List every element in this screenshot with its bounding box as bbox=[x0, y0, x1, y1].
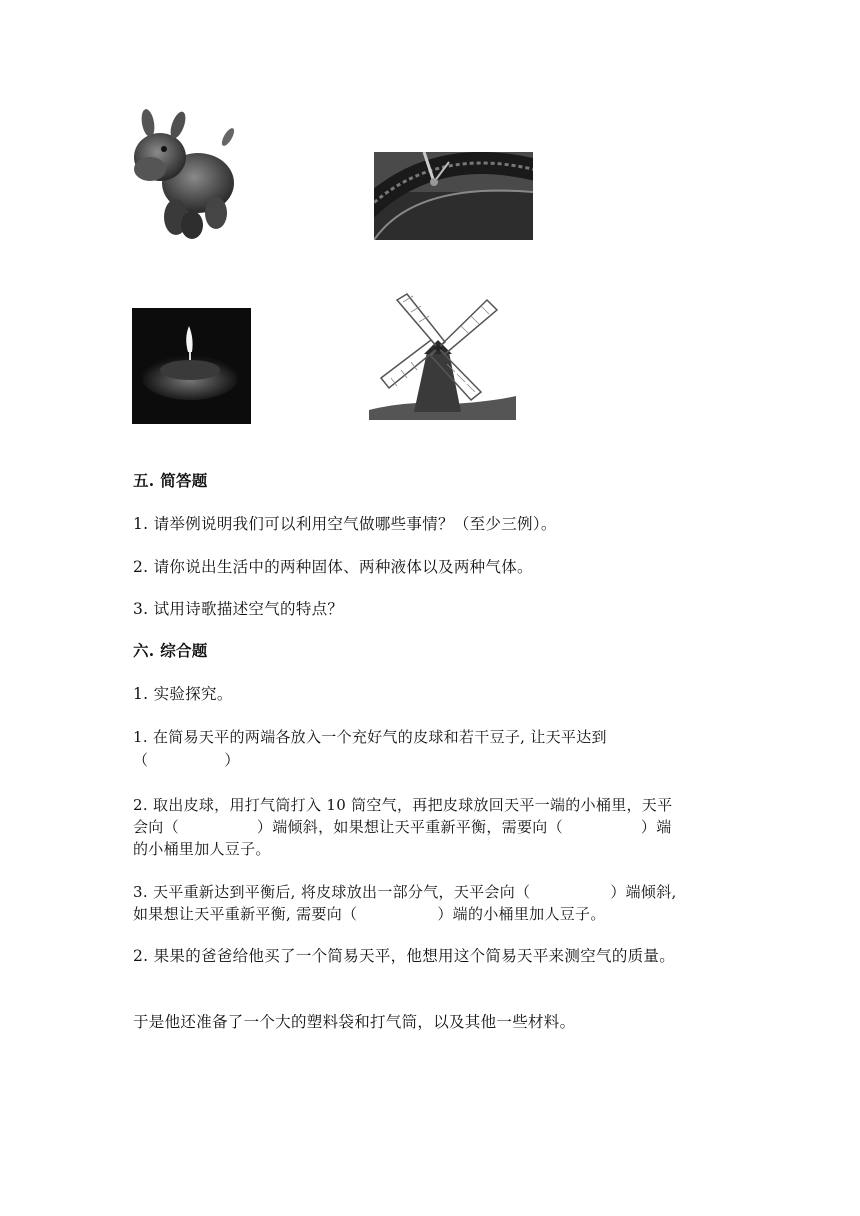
section-5-question-1: 1. 请举例说明我们可以利用空气做哪些事情？（至少三例）。 bbox=[133, 515, 557, 533]
section-6-question-2-continued: 于是他还准备了一个大的塑料袋和打气筒，以及其他一些材料。 bbox=[133, 1013, 576, 1031]
text-segment: 如果想让天平重新平衡, 需要向（ bbox=[133, 905, 358, 923]
text-segment: ）端倾斜, bbox=[610, 883, 677, 901]
experiment-step-2: 2. 取出皮球，用打气筒打入 10 筒空气，再把皮球放回天平一端的小桶里，天平 bbox=[133, 796, 673, 814]
experiment-step-2-line-2 bbox=[133, 816, 672, 838]
section-6-question-2: 2. 果果的爸爸给他买了一个简易天平，他想用这个简易天平来测空气的质量。 bbox=[133, 947, 676, 965]
text-segment: ）端的小桶里加人豆子。 bbox=[437, 905, 606, 923]
section-6-title: 六. 综合题 bbox=[133, 641, 208, 660]
text-segment: 会向（ bbox=[133, 818, 179, 836]
section-5-question-3: 3. 试用诗歌描述空气的特点？ bbox=[133, 600, 344, 618]
section-5-question-2: 2. 请你说出生活中的两种固体、两种液体以及两种气体。 bbox=[133, 558, 533, 576]
text-segment: 3. 天平重新达到平衡后, 将皮球放出一部分气，天平会向（ bbox=[133, 883, 531, 901]
text-segment: ）端倾斜，如果想让天平重新平衡，需要向（ bbox=[256, 818, 563, 836]
section-6-question-1: 1. 实验探究。 bbox=[133, 685, 233, 703]
text-segment: ）端 bbox=[640, 818, 672, 836]
close-paren: ） bbox=[224, 751, 240, 769]
experiment-step-3 bbox=[133, 881, 677, 903]
experiment-step-1: 1. 在简易天平的两端各放入一个充好气的皮球和若干豆子, 让天平达到 bbox=[133, 728, 607, 746]
toy-horse-photo bbox=[128, 105, 243, 240]
candle-flame-photo bbox=[132, 308, 251, 424]
section-5-title: 五. 简答题 bbox=[133, 471, 208, 490]
bicycle-tire-photo bbox=[374, 152, 533, 240]
experiment-step-3-line-2 bbox=[133, 903, 606, 925]
experiment-step-1-blank bbox=[133, 749, 240, 771]
open-paren: （ bbox=[133, 751, 149, 769]
experiment-step-2-line-3: 的小桶里加人豆子。 bbox=[133, 840, 271, 858]
windmill-photo bbox=[369, 292, 516, 420]
